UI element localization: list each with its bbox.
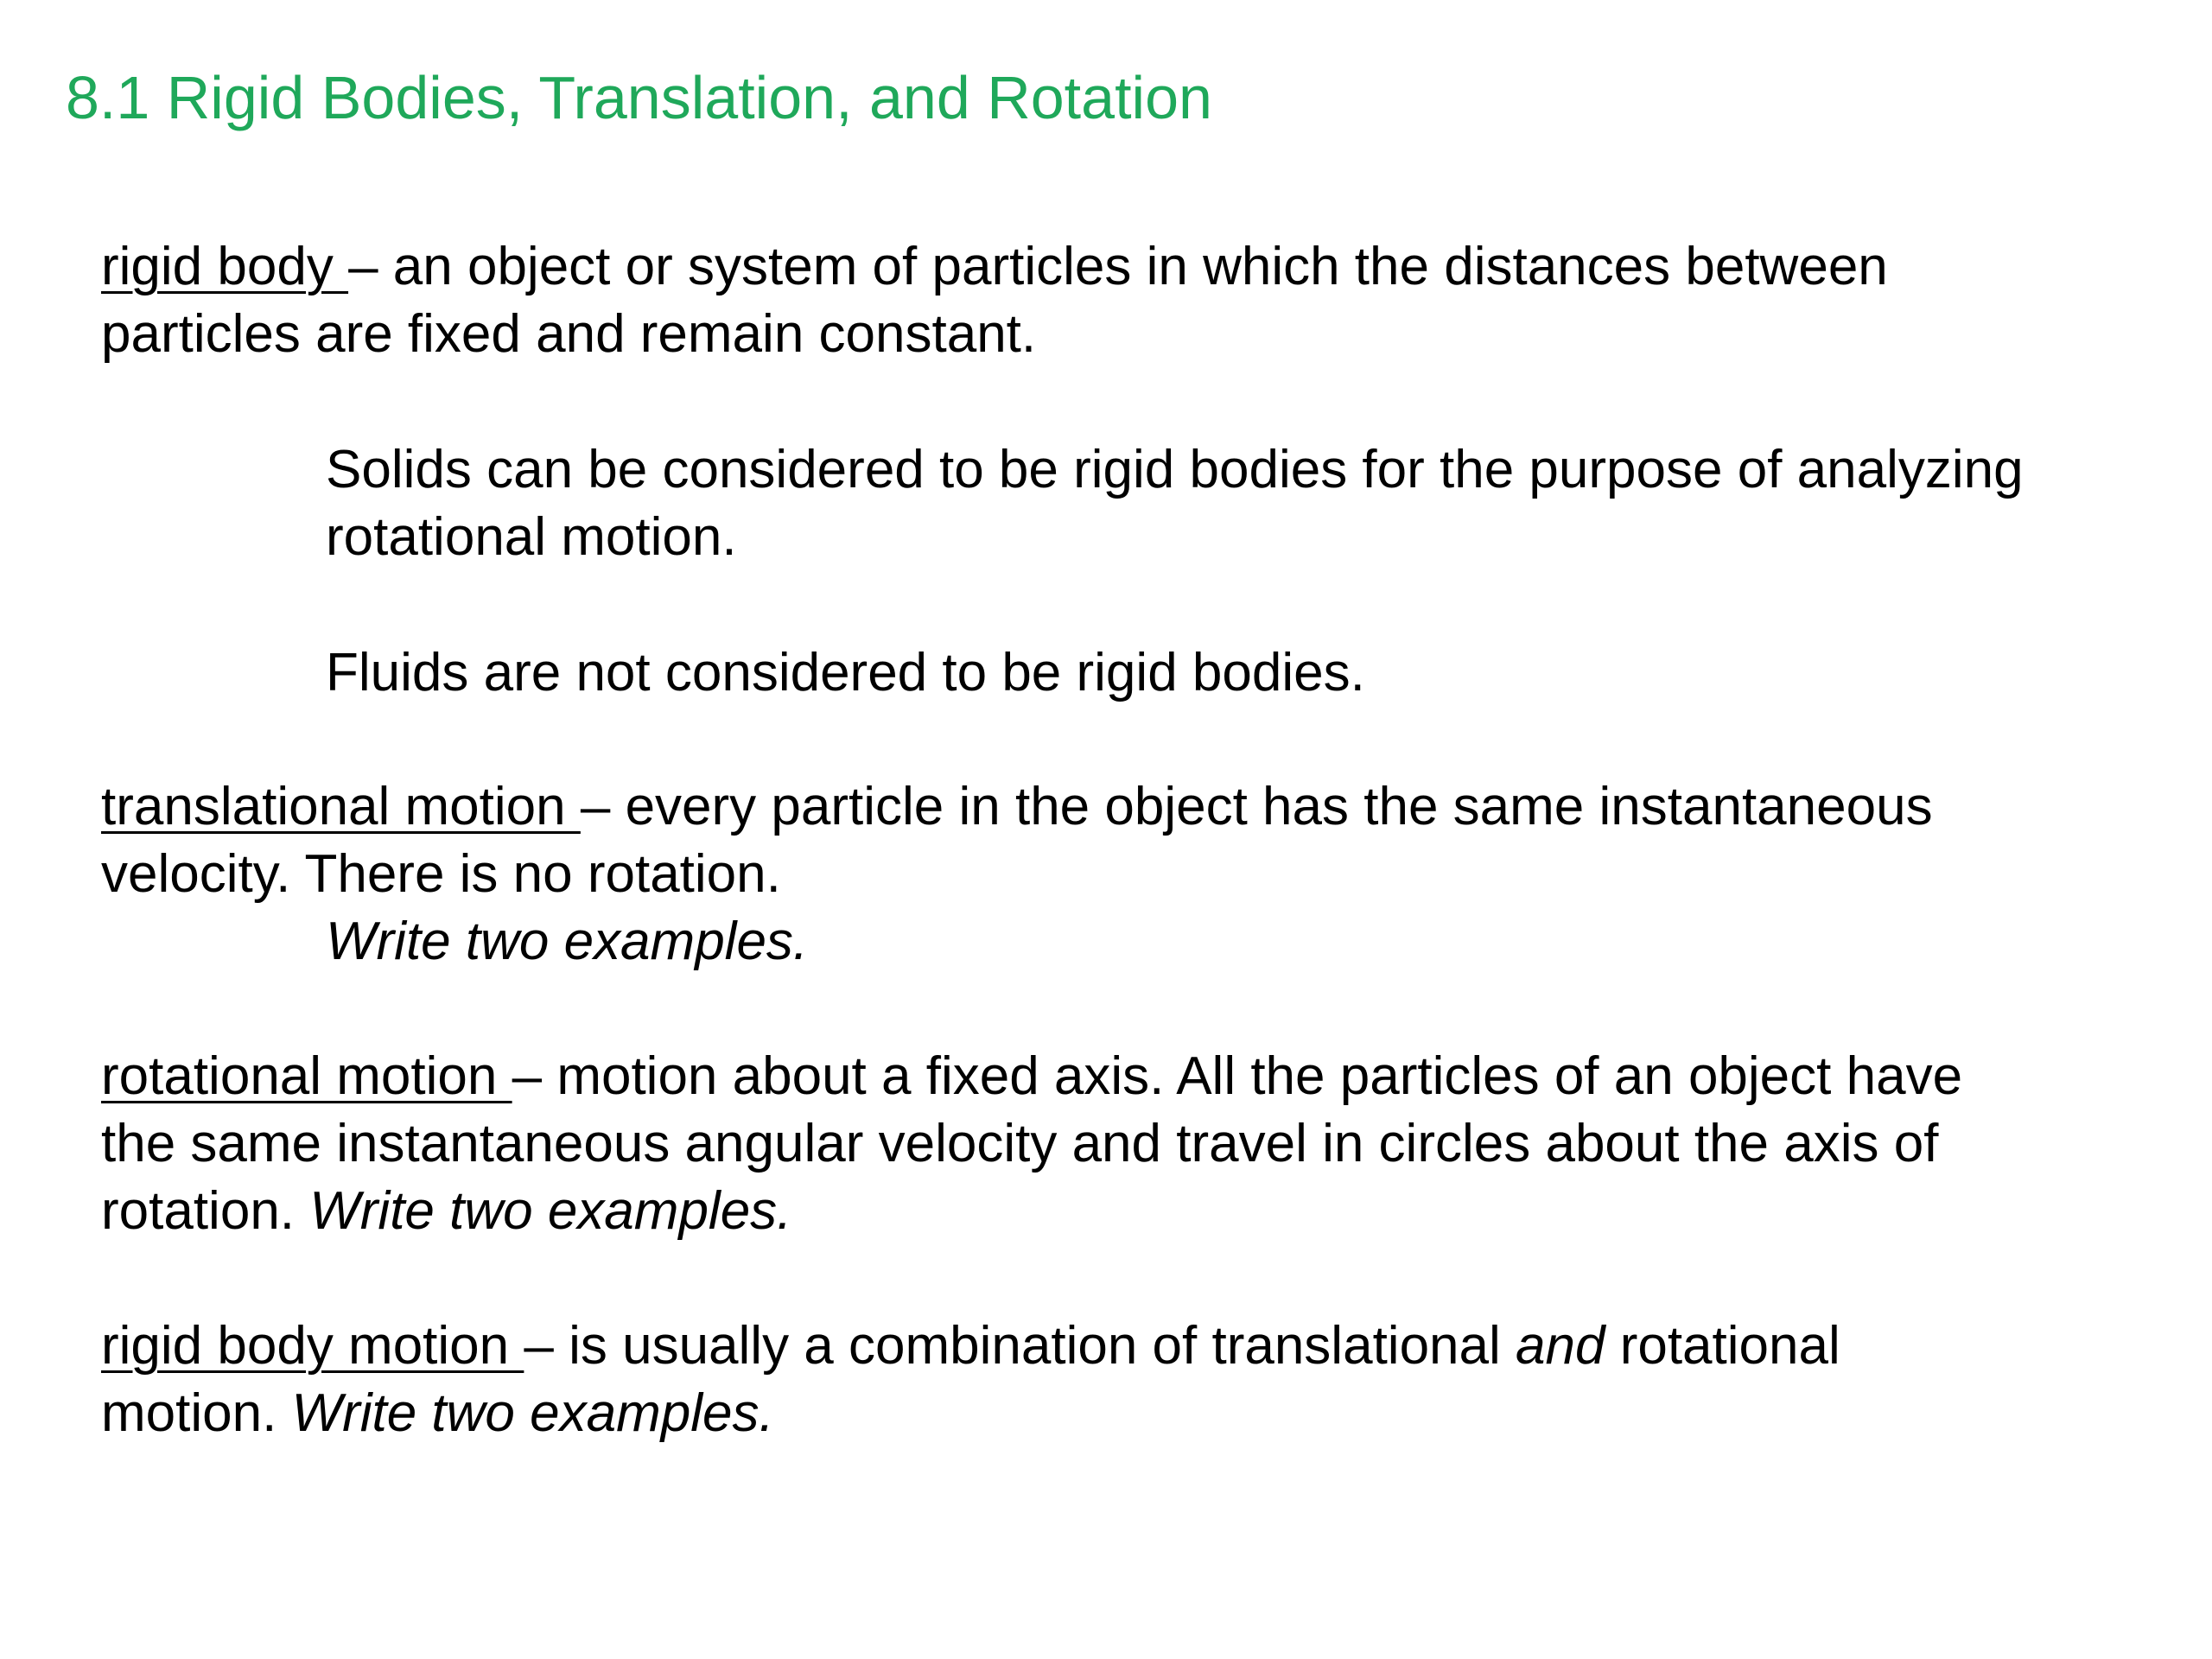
rigid-body-definition bbox=[101, 233, 1888, 368]
rigid-body-motion-text-1b: rotational bbox=[1605, 1316, 1840, 1376]
rigid-body-motion-text-2: motion. bbox=[101, 1383, 292, 1443]
solids-note-line-2: rotational motion. bbox=[326, 507, 737, 567]
rigid-body-text-2: particles are fixed and remain constant. bbox=[101, 304, 1037, 364]
rotational-motion-term: rotational motion bbox=[101, 1046, 512, 1106]
translational-prompt: Write two examples. bbox=[326, 912, 809, 971]
rigid-body-term: rigid body bbox=[101, 237, 349, 296]
translational-text-2: velocity. There is no rotation. bbox=[101, 844, 781, 904]
rigid-body-text-1: – an object or system of particles in which the distances between bbox=[348, 237, 1888, 296]
slide-title: 8.1 Rigid Bodies, Translation, and Rotation bbox=[66, 64, 1212, 131]
rotational-motion-definition bbox=[101, 1043, 1962, 1245]
rotational-text-2: the same instantaneous angular velocity and travel in circles about the axis of bbox=[101, 1114, 1939, 1173]
rigid-body-line-1 bbox=[101, 233, 1888, 301]
rotational-text-3: rotation. bbox=[101, 1181, 310, 1241]
fluids-note bbox=[326, 639, 1365, 707]
rigid-body-motion-emphasis: and bbox=[1516, 1316, 1605, 1376]
rigid-body-motion-term: rigid body motion bbox=[101, 1316, 524, 1376]
rigid-body-motion-text-1a: – is usually a combination of translational bbox=[524, 1316, 1516, 1376]
rotational-text-1: – motion about a fixed axis. All the particles of an object have bbox=[512, 1046, 1963, 1106]
rigid-body-motion-line-2 bbox=[101, 1380, 1840, 1447]
rigid-body-motion-definition bbox=[101, 1313, 1840, 1447]
rotational-line-3 bbox=[101, 1178, 1962, 1245]
translational-line-1 bbox=[101, 773, 1933, 841]
rigid-body-motion-prompt: Write two examples. bbox=[291, 1383, 774, 1443]
translational-motion-definition bbox=[101, 773, 1933, 976]
rotational-line-1 bbox=[101, 1043, 1962, 1110]
rigid-body-motion-line-1 bbox=[101, 1313, 1840, 1380]
translational-motion-term: translational motion bbox=[101, 777, 581, 836]
rotational-prompt: Write two examples. bbox=[309, 1181, 792, 1241]
solids-note-line-1: Solids can be considered to be rigid bodies for the purpose of analyzing bbox=[326, 440, 2024, 499]
solids-note bbox=[326, 436, 2024, 571]
fluids-note-line: Fluids are not considered to be rigid bodies. bbox=[326, 643, 1365, 702]
translational-text-1: – every particle in the object has the same instantaneous bbox=[580, 777, 1933, 836]
